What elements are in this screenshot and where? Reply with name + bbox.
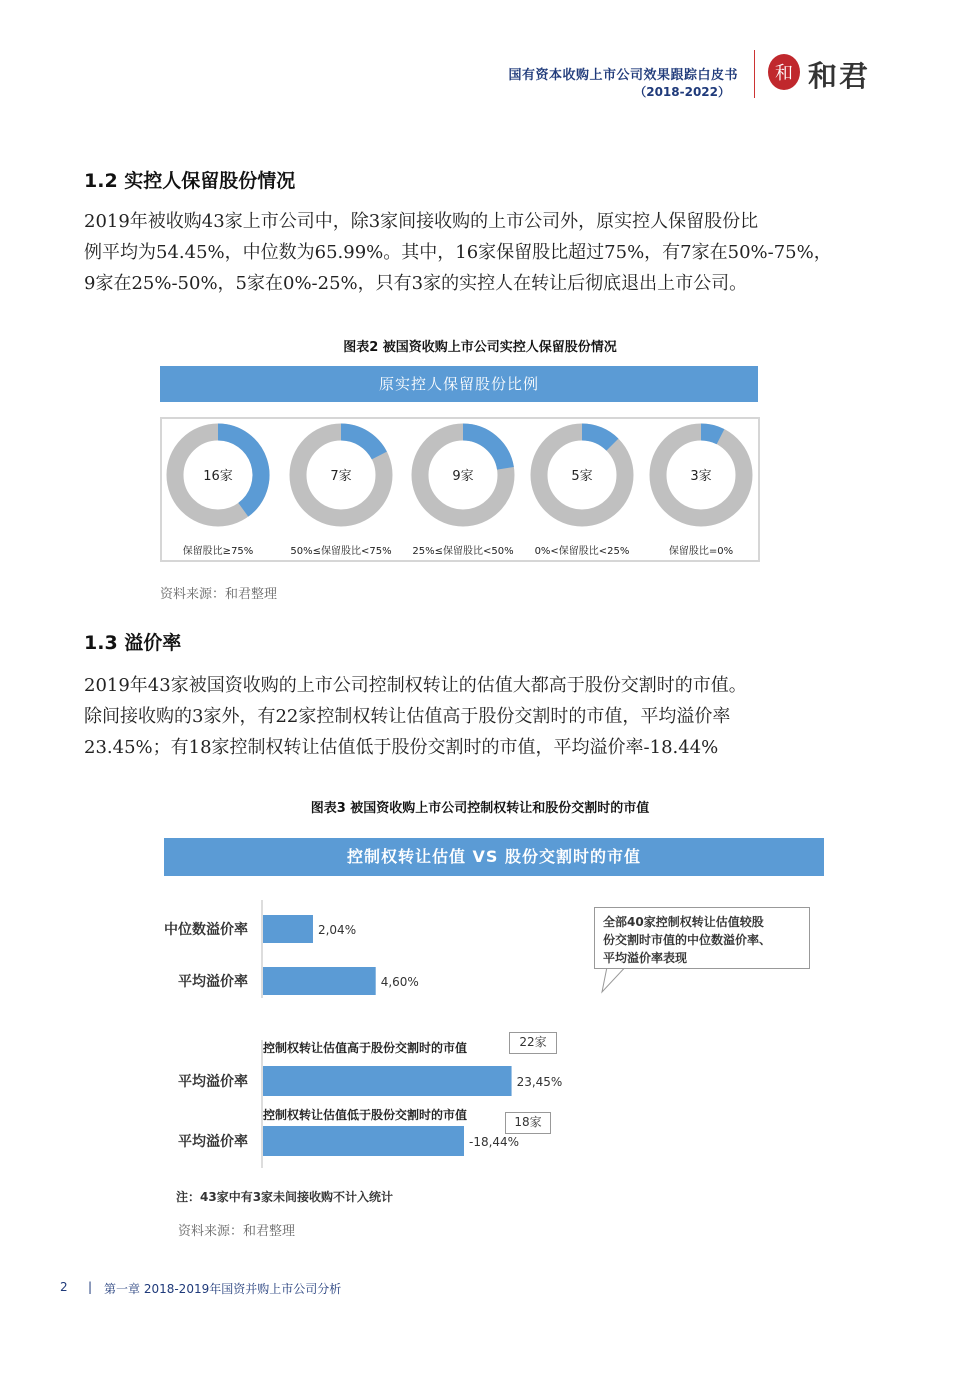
bar-value-label: 2,04% (317, 923, 357, 937)
bar-value-label: 23,45% (516, 1075, 563, 1089)
donut-slice (582, 432, 612, 445)
group-high-title: 控制权转让估值高于股份交割时的市值 (263, 1041, 468, 1055)
bar (263, 1126, 464, 1156)
logo-seal-icon (766, 52, 802, 92)
bar (263, 915, 313, 943)
callout-line: 全部40家控制权转让估值较股 (603, 915, 764, 929)
section-heading-1-2: 1.2 实控人保留股份情况 (84, 170, 296, 192)
donut-slice (341, 432, 379, 455)
section-1-2-paragraph (84, 206, 884, 299)
header-divider (754, 50, 755, 98)
donut-count-label: 16家 (203, 469, 233, 484)
paragraph-line: 9家在25%-50%，5家在0%-25%，只有3家的实控人在转让后彻底退出上市公司。 (84, 273, 748, 294)
logo-seal-text: 和 (775, 63, 793, 84)
donut-3 (412, 432, 513, 557)
paragraph-line: 2019年43家被国资收购的上市公司控制权转让的估值大都高于股份交割时的市值。 (84, 675, 747, 696)
callout-line: 平均溢价率表现 (603, 951, 688, 965)
donut-4 (535, 432, 630, 557)
bar-category-label: 平均溢价率 (178, 1134, 248, 1150)
section-heading-1-3: 1.3 溢价率 (84, 632, 182, 654)
donut-count-label: 3家 (690, 469, 712, 484)
group-low-title: 控制权转让估值低于股份交割时的市值 (263, 1108, 468, 1122)
section-1-3-paragraph (84, 670, 884, 763)
donut-slice (701, 432, 721, 437)
donut-category-label: 0%<保留股比<25% (534, 546, 630, 557)
figure-2-source: 资料来源：和君整理 (160, 587, 278, 602)
donut-2 (290, 432, 391, 557)
footer-page-number: 2 (60, 1280, 68, 1294)
bar-category-label: 中位数溢价率 (164, 922, 248, 938)
header-year-range: （2018-2022） (634, 85, 730, 99)
donut-count-label: 5家 (571, 469, 593, 484)
logo-text: 和君 (808, 59, 871, 93)
donut-category-label: 50%≤保留股比<75% (290, 546, 392, 557)
callout-line: 份交割时市值的中位数溢价率、 (603, 933, 772, 947)
paragraph-line: 23.45%；有18家控制权转让估值低于股份交割时的市值，平均溢价率-18.44% (84, 737, 719, 758)
footer-chapter: 第一章 2018-2019年国资并购上市公司分析 (104, 1282, 342, 1296)
donut-category-label: 保留股比≥75% (182, 546, 254, 557)
group-low-tag: 18家 (505, 1112, 551, 1134)
bar (263, 967, 376, 995)
figure-2-band-title: 原实控人保留股份比例 (160, 366, 758, 402)
donut-category-label: 保留股比=0% (668, 546, 734, 557)
bar-value-label: -18,44% (468, 1135, 520, 1149)
figure-3-caption: 图表3 被国资收购上市公司控制权转让和股份交割时的市值 (310, 801, 650, 816)
figure-2-caption: 图表2 被国资收购上市公司实控人保留股份情况 (343, 340, 617, 355)
donut-count-label: 7家 (330, 469, 352, 484)
donut-category-label: 25%≤保留股比<50% (412, 546, 514, 557)
bar-category-label: 平均溢价率 (178, 974, 248, 990)
donut-1 (175, 432, 261, 557)
group-high-tag: 22家 (509, 1032, 557, 1054)
paragraph-line: 例平均为54.45%，中位数为65.99%。其中，16家保留股比超过75%，有7家在50%-75%， (84, 242, 832, 263)
donut-5 (658, 432, 744, 557)
header-title: 国有资本收购上市公司效果跟踪白皮书 (508, 68, 738, 83)
figure-3-source: 资料来源：和君整理 (178, 1224, 296, 1239)
bar (263, 1066, 512, 1096)
donut-count-label: 9家 (452, 469, 474, 484)
footer-separator: | (88, 1280, 93, 1294)
donut-slice (463, 432, 505, 468)
figure-3-note: 注：43家中有3家未间接收购不计入统计 (176, 1190, 394, 1204)
paragraph-line: 除间接收购的3家外，有22家控制权转让估值高于股份交割时的市值，平均溢价率 (84, 706, 731, 727)
bar-value-label: 4,60% (380, 975, 419, 989)
bar-category-label: 平均溢价率 (178, 1074, 248, 1090)
donut-charts (160, 417, 760, 562)
figure-3-band-title: 控制权转让估值 VS 股份交割时的市值 (164, 838, 824, 876)
paragraph-line: 2019年被收购43家上市公司中，除3家间接收购的上市公司外，原实控人保留股份比 (84, 211, 759, 232)
callout-box (594, 907, 810, 969)
